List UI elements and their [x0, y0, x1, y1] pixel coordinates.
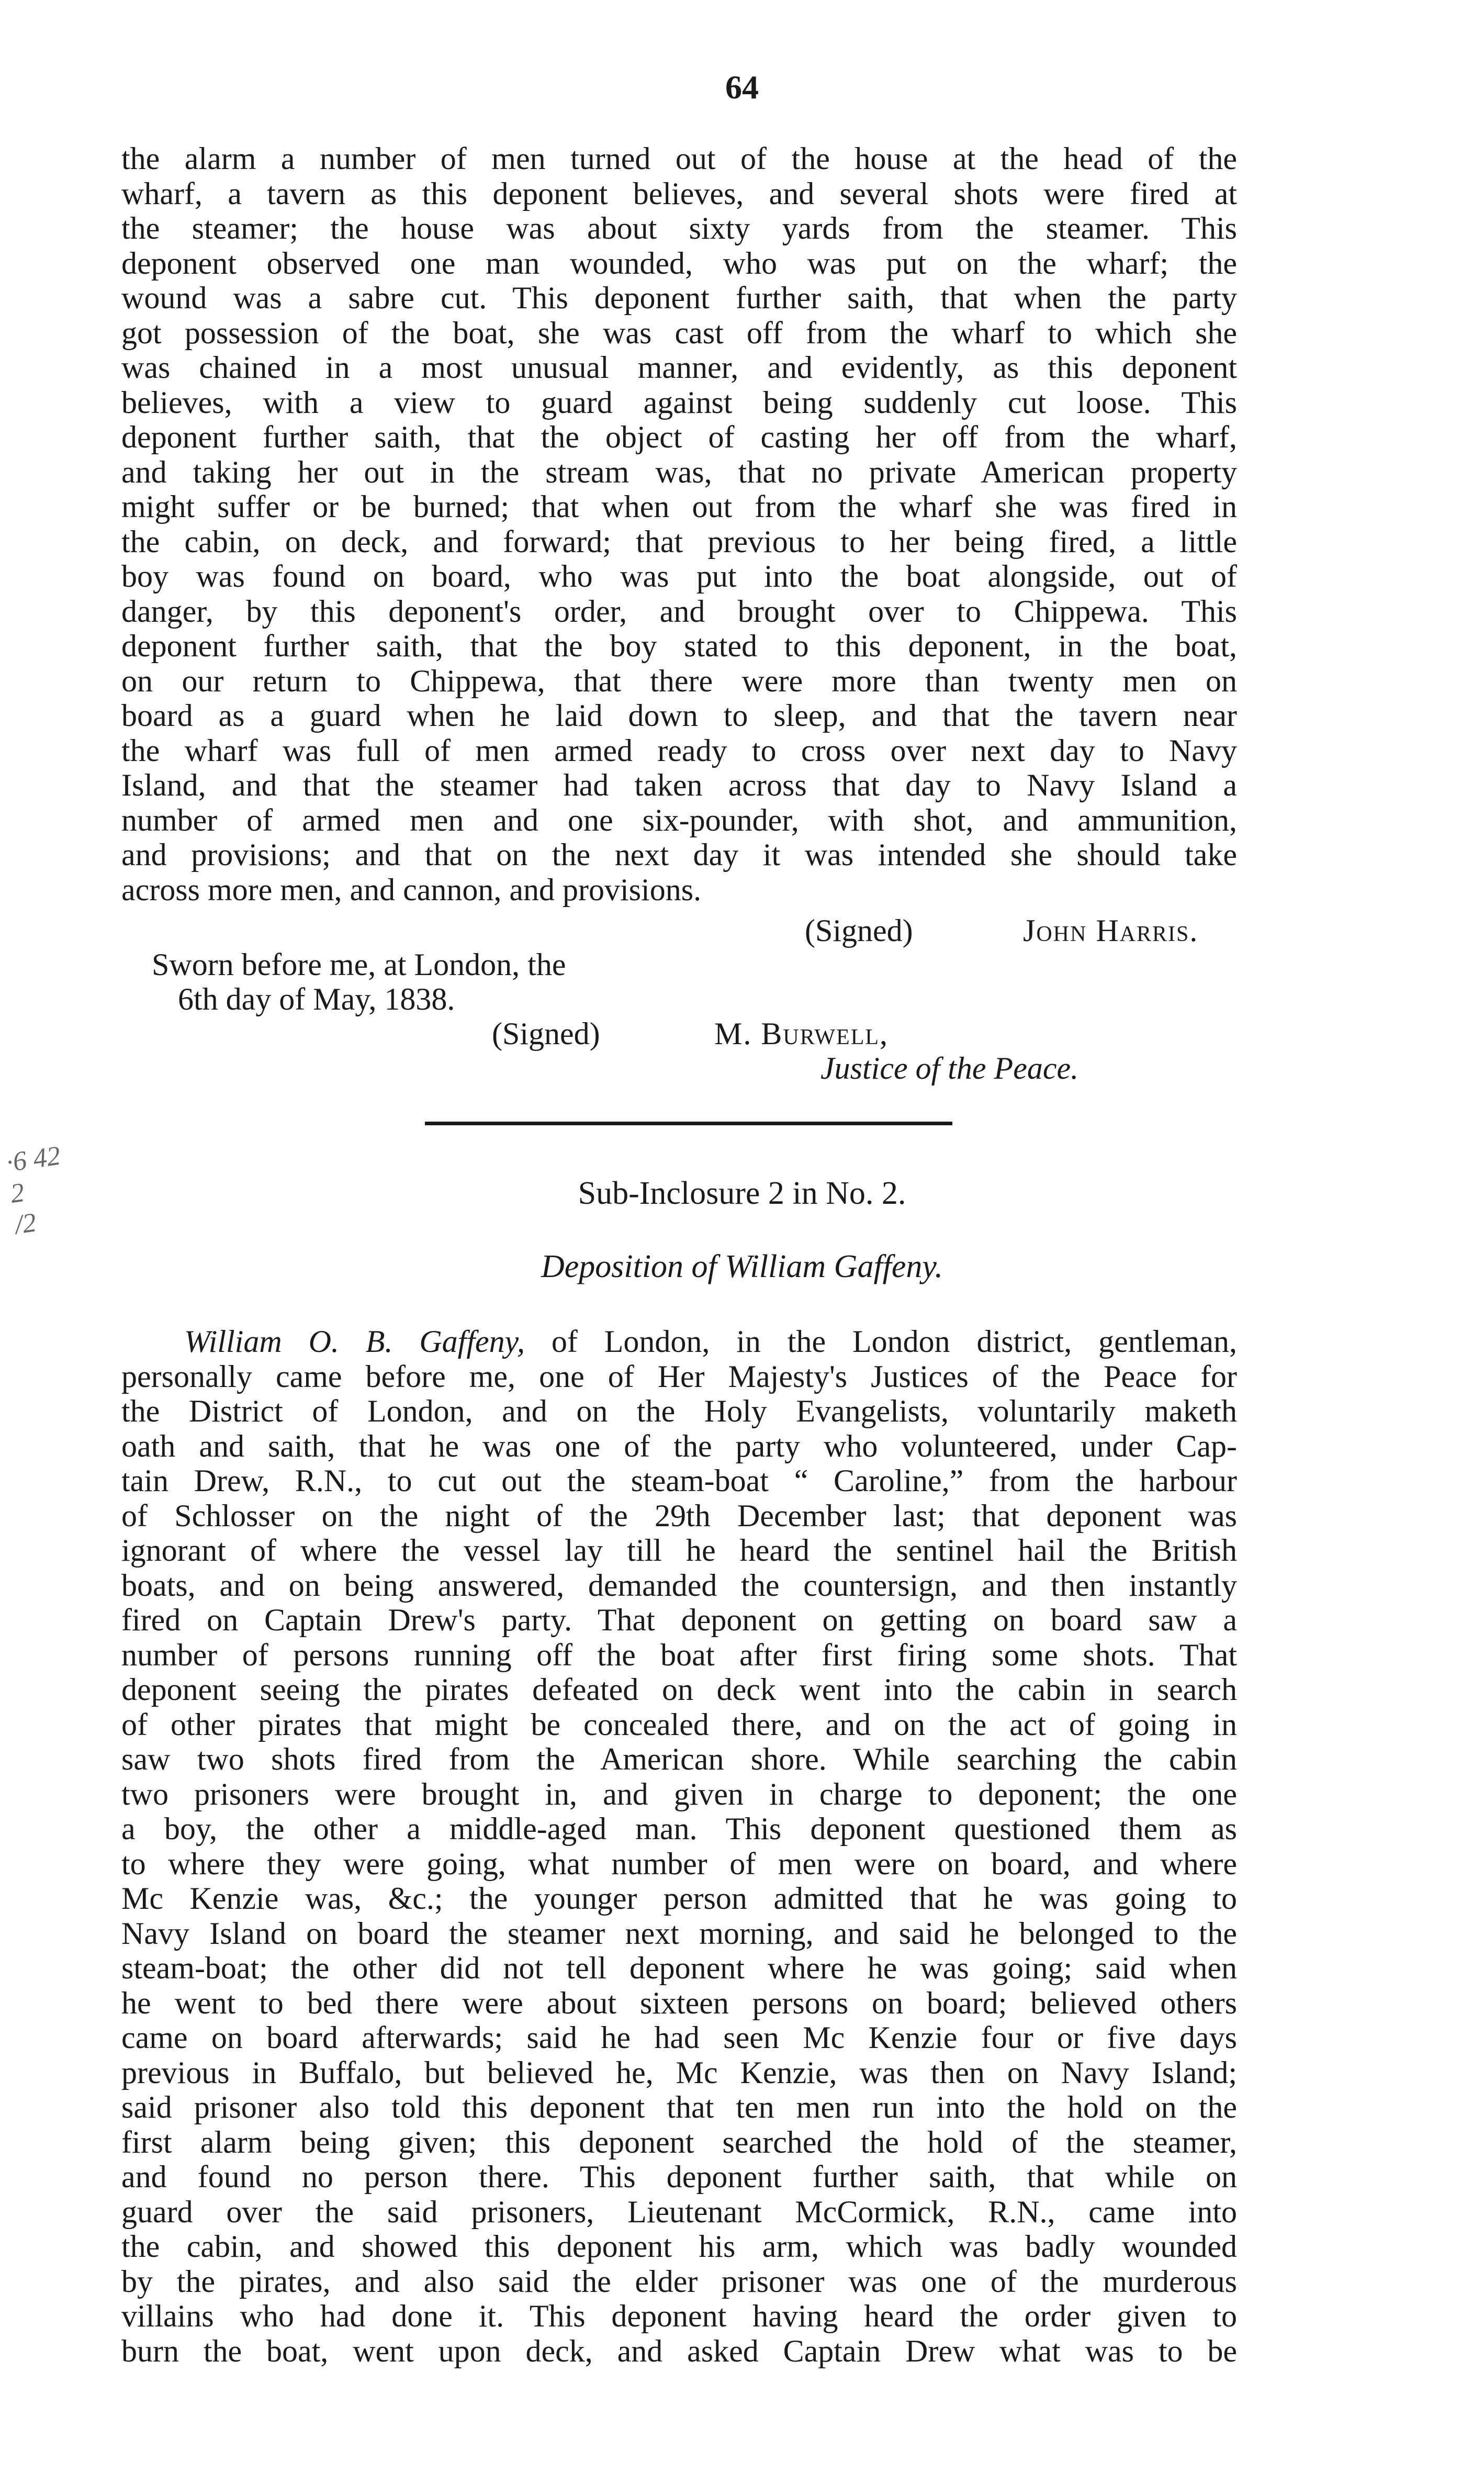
- text-line: to where they were going, what number of men were on board, and where: [121, 1846, 1237, 1881]
- text-line: two prisoners were brought in, and given in charge to deponent; the one: [121, 1776, 1237, 1811]
- sub-inclosure-heading: Sub-Inclosure 2 in No. 2.: [578, 1176, 906, 1211]
- text-line: the District of London, and on the Holy Evangelists, voluntarily maketh: [121, 1394, 1237, 1428]
- text-line: said prisoner also told this deponent that ten men run into the hold on the: [121, 2090, 1237, 2124]
- text-line: and provisions; and that on the next day it was intended she should take: [121, 837, 1237, 872]
- text-line: deponent further saith, that the object of casting her off from the wharf,: [121, 420, 1237, 454]
- text-line: by the pirates, and also said the elder prisoner was one of the murderous: [121, 2264, 1237, 2299]
- text-line: and taking her out in the stream was, that no private American property: [121, 454, 1237, 489]
- text-line: and found no person there. This deponent further saith, that while on: [121, 2159, 1237, 2194]
- text-line: steam-boat; the other did not tell deponent where he was going; said when: [121, 1951, 1237, 1985]
- signatory-name: John Harris.: [1023, 913, 1199, 948]
- text-line: wound was a sabre cut. This deponent further saith, that when the party: [121, 281, 1237, 315]
- text-line: believes, with a view to guard against being suddenly cut loose. This: [121, 385, 1237, 420]
- text-line: Navy Island on board the steamer next morning, and said he belonged to the: [121, 1916, 1237, 1951]
- text-line: burn the boat, went upon deck, and asked Captain Drew what was to be: [121, 2333, 1237, 2368]
- justice-signed-label: (Signed): [492, 1016, 600, 1051]
- text-line: the cabin, on deck, and forward; that previous to her being fired, a little: [121, 524, 1237, 559]
- text-line: personally came before me, one of Her Majesty's Justices of the Peace for: [121, 1359, 1237, 1394]
- text-line: the alarm a number of men turned out of the house at the head of the: [121, 141, 1237, 176]
- text-line: he went to bed there were about sixteen persons on board; believed others: [121, 1985, 1237, 2020]
- text-line: got possession of the boat, she was cast off from the wharf to which she: [121, 315, 1237, 350]
- text-line: previous in Buffalo, but believed he, Mc Kenzie, was then on Navy Island;: [121, 2055, 1237, 2090]
- text-line: Island, and that the steamer had taken across that day to Navy Island a: [121, 768, 1237, 802]
- text-line: villains who had done it. This deponent having heard the order given to: [121, 2299, 1237, 2333]
- text-line: the wharf was full of men armed ready to cross over next day to Navy: [121, 733, 1237, 768]
- text-line: of other pirates that might be concealed there, and on the act of going in: [121, 1707, 1237, 1742]
- text-line: on our return to Chippewa, that there were more than twenty men on: [121, 663, 1237, 698]
- text-line: guard over the said prisoners, Lieutenant McCormick, R.N., came into: [121, 2194, 1237, 2229]
- text-line: number of persons running off the boat after first firing some shots. That: [121, 1637, 1237, 1672]
- text-line: the cabin, and showed this deponent his arm, which was badly wounded: [121, 2229, 1237, 2264]
- section-divider: [425, 1122, 952, 1125]
- text-line: was chained in a most unusual manner, and evidently, as this deponent: [121, 350, 1237, 385]
- opening-text: of London, in the London district, gentleman,: [524, 1324, 1237, 1359]
- text-line: deponent further saith, that the boy stated to this deponent, in the boat,: [121, 629, 1237, 663]
- text-line: deponent observed one man wounded, who was put on the wharf; the: [121, 245, 1237, 281]
- text-line: ignorant of where the vessel lay till he heard the sentinel hail the British: [121, 1533, 1237, 1568]
- deposition-title: Deposition of William Gaffeny.: [541, 1249, 943, 1284]
- text-line: [121, 1324, 1237, 1359]
- text-line: boy was found on board, who was put into the boat alongside, out of: [121, 559, 1237, 594]
- text-line: a boy, the other a middle-aged man. This deponent questioned them as: [121, 1811, 1237, 1846]
- justice-title: Justice of the Peace.: [820, 1051, 1079, 1086]
- text-line: boats, and on being answered, demanded the countersign, and then instantly: [121, 1568, 1237, 1603]
- deponent-name: William O. B. Gaffeny,: [184, 1324, 525, 1359]
- text-line: the steamer; the house was about sixty yards from the steamer. This: [121, 211, 1237, 245]
- text-line: number of armed men and one six-pounder, with shot, and ammunition,: [121, 802, 1237, 837]
- margin-annotation: ·6 42 2 /2: [4, 1140, 63, 1240]
- text-line: might suffer or be burned; that when out from the wharf she was fired in: [121, 489, 1237, 524]
- text-line: first alarm being given; this deponent searched the hold of the steamer,: [121, 2124, 1237, 2159]
- text-line: wharf, a tavern as this deponent believes, and several shots were fired at: [121, 176, 1237, 211]
- text-line: oath and saith, that he was one of the party who volunteered, under Cap-: [121, 1428, 1237, 1463]
- page-number: 64: [725, 69, 759, 106]
- text-line: of Schlosser on the night of the 29th December last; that deponent was: [121, 1498, 1237, 1533]
- signed-label: (Signed): [805, 913, 913, 948]
- text-line: across more men, and cannon, and provisions.: [121, 872, 702, 907]
- text-line: saw two shots fired from the American shore. While searching the cabin: [121, 1742, 1237, 1776]
- text-line: Mc Kenzie was, &c.; the younger person admitted that he was going to: [121, 1881, 1237, 1916]
- text-line: deponent seeing the pirates defeated on deck went into the cabin in search: [121, 1672, 1237, 1707]
- sworn-line-1: Sworn before me, at London, the: [152, 947, 566, 982]
- text-line: board as a guard when he laid down to sleep, and that the tavern near: [121, 698, 1237, 733]
- deposition-harris-text: [121, 141, 1237, 907]
- text-line: fired on Captain Drew's party. That deponent on getting on board saw a: [121, 1603, 1237, 1637]
- text-line: danger, by this deponent's order, and brought over to Chippewa. This: [121, 594, 1237, 629]
- text-line: came on board afterwards; said he had seen Mc Kenzie four or five days: [121, 2020, 1237, 2055]
- justice-name: M. Burwell,: [714, 1016, 889, 1051]
- sworn-line-2: 6th day of May, 1838.: [178, 982, 455, 1016]
- deposition-gaffeny-text: [121, 1324, 1237, 2368]
- text-line: tain Drew, R.N., to cut out the steam-boat “ Caroline,” from the harbour: [121, 1463, 1237, 1498]
